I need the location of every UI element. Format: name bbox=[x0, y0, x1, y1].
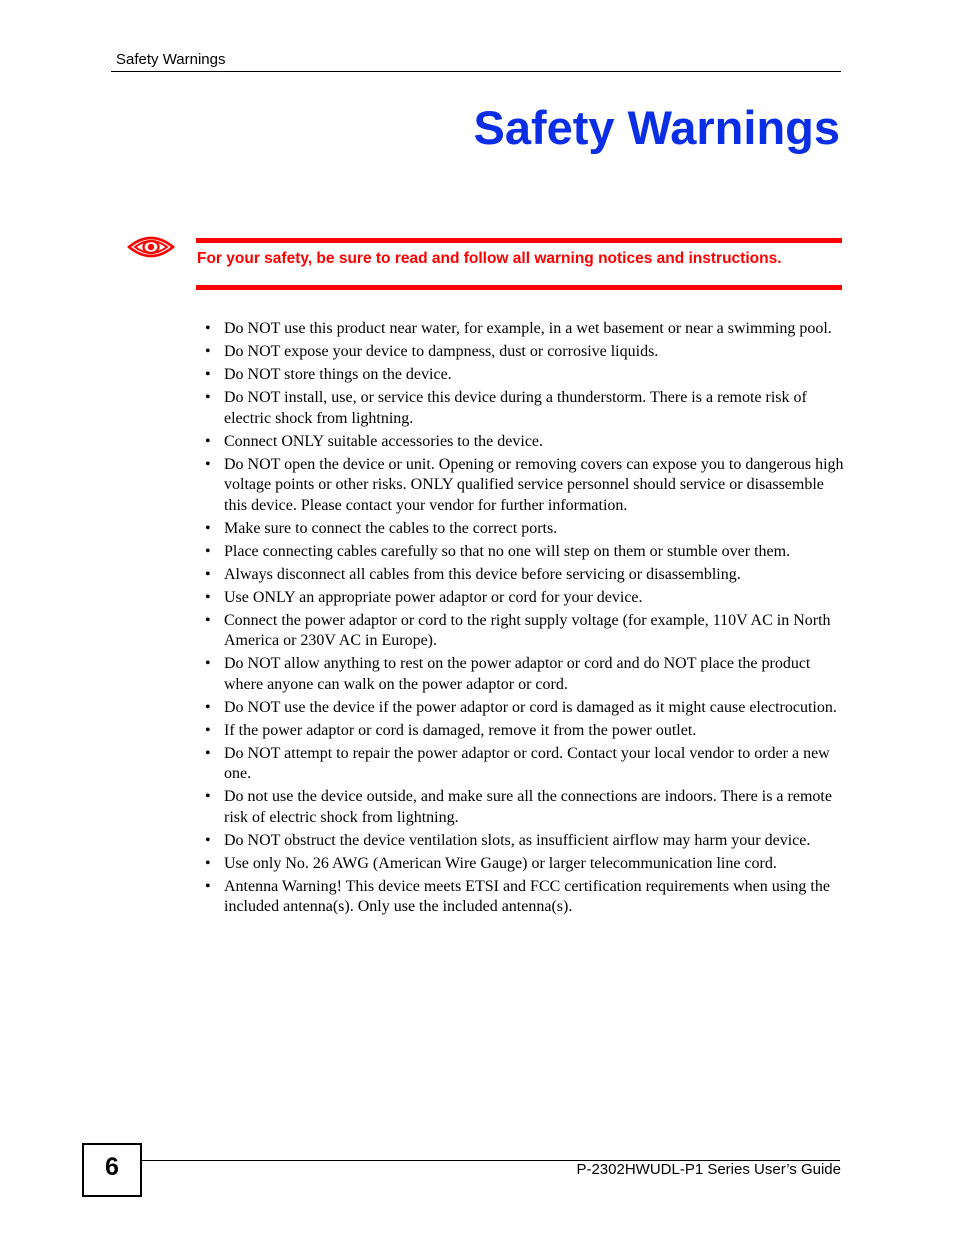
bullet-icon: • bbox=[205, 366, 211, 383]
eye-warning-icon bbox=[127, 233, 175, 261]
bullet-icon: • bbox=[205, 343, 211, 360]
bullet-icon: • bbox=[205, 877, 211, 895]
bullet-icon: • bbox=[205, 432, 211, 450]
list-item bbox=[204, 744, 844, 785]
list-item-text: Connect the power adaptor or cord to the right supply voltage (for example, 110V AC in North America or 230V AC in Europe). bbox=[224, 611, 831, 649]
warning-rule-top bbox=[196, 238, 842, 243]
page-number: 6 bbox=[105, 1153, 119, 1181]
bullet-icon: • bbox=[205, 611, 211, 629]
list-item-text: Do NOT expose your device to dampness, dust or corrosive liquids. bbox=[224, 343, 659, 360]
list-item bbox=[204, 455, 844, 517]
list-item-text: Connect ONLY suitable accessories to the device. bbox=[224, 432, 544, 450]
bullet-icon: • bbox=[205, 788, 211, 805]
list-item bbox=[204, 519, 844, 540]
list-item-text: Do NOT install, use, or service this device during a thunderstorm. There is a remote risk of electric shock from lightning. bbox=[224, 389, 807, 427]
bullet-icon: • bbox=[205, 519, 211, 537]
list-item-text: Do NOT attempt to repair the power adaptor or cord. Contact your local vendor to order a new one. bbox=[224, 744, 830, 782]
list-item bbox=[204, 877, 844, 918]
list-item bbox=[204, 698, 844, 719]
bullet-icon: • bbox=[205, 320, 211, 337]
safety-list bbox=[204, 319, 844, 920]
guide-title: P-2302HWUDL-P1 Series User’s Guide bbox=[576, 1161, 841, 1178]
list-item-text: Do NOT open the device or unit. Opening or removing covers can expose you to dangerous high voltage points or other risks. ONLY qualified service personnel should service or disassemble this device. Please contact your vendor for further information. bbox=[224, 455, 844, 514]
bullet-icon: • bbox=[205, 655, 211, 672]
list-item-text: Place connecting cables carefully so that no one will step on them or stumble over them. bbox=[224, 542, 791, 560]
list-item bbox=[204, 365, 844, 386]
list-item bbox=[204, 721, 844, 742]
bullet-icon: • bbox=[205, 831, 211, 849]
bullet-icon: • bbox=[205, 588, 211, 606]
list-item-text: Use ONLY an appropriate power adaptor or cord for your device. bbox=[224, 588, 643, 606]
list-item bbox=[204, 565, 844, 586]
list-item-text: Do NOT use this product near water, for example, in a wet basement or near a swimming pool. bbox=[224, 320, 832, 337]
list-item-text: Do NOT obstruct the device ventilation slots, as insufficient airflow may harm your device. bbox=[224, 831, 811, 849]
list-item bbox=[204, 342, 844, 363]
bullet-icon: • bbox=[205, 542, 211, 560]
list-item-text: Always disconnect all cables from this device before servicing or disassembling. bbox=[224, 565, 741, 583]
list-item bbox=[204, 787, 844, 828]
list-item-text: Do NOT store things on the device. bbox=[224, 366, 452, 383]
warning-rule-bottom bbox=[196, 285, 842, 290]
running-header: Safety Warnings bbox=[116, 51, 226, 68]
bullet-icon: • bbox=[205, 744, 211, 762]
list-item bbox=[204, 854, 844, 875]
list-item bbox=[204, 432, 844, 453]
bullet-icon: • bbox=[205, 565, 211, 583]
list-item bbox=[204, 388, 844, 429]
page-title: Safety Warnings bbox=[473, 101, 840, 154]
bullet-icon: • bbox=[205, 455, 211, 473]
page-number-box bbox=[82, 1143, 142, 1197]
list-item-text: Antenna Warning! This device meets ETSI and FCC certification requirements when using the included antenna(s). Only use the included antenna(s). bbox=[224, 877, 830, 915]
list-item-text: Do NOT use the device if the power adaptor or cord is damaged as it might cause electrocution. bbox=[224, 698, 837, 716]
bullet-icon: • bbox=[205, 854, 211, 872]
list-item-text: Use only No. 26 AWG (American Wire Gauge) or larger telecommunication line cord. bbox=[224, 854, 777, 872]
bullet-icon: • bbox=[205, 721, 211, 739]
bullet-icon: • bbox=[205, 389, 211, 406]
list-item bbox=[204, 542, 844, 563]
header-rule bbox=[111, 71, 841, 72]
list-item bbox=[204, 611, 844, 652]
list-item bbox=[204, 588, 844, 609]
list-item-text: Do NOT allow anything to rest on the power adaptor or cord and do NOT place the product where anyone can walk on the power adaptor or cord. bbox=[224, 655, 811, 693]
list-item-text: Make sure to connect the cables to the correct ports. bbox=[224, 519, 558, 537]
list-item bbox=[204, 319, 844, 340]
list-item-text: Do not use the device outside, and make sure all the connections are indoors. There is a remote risk of electric shock from lightning. bbox=[224, 788, 832, 826]
list-item bbox=[204, 654, 844, 695]
list-item-text: If the power adaptor or cord is damaged, remove it from the power outlet. bbox=[224, 721, 697, 739]
warning-notice: For your safety, be sure to read and follow all warning notices and instructions. bbox=[197, 250, 782, 267]
bullet-icon: • bbox=[205, 698, 211, 716]
list-item bbox=[204, 831, 844, 852]
